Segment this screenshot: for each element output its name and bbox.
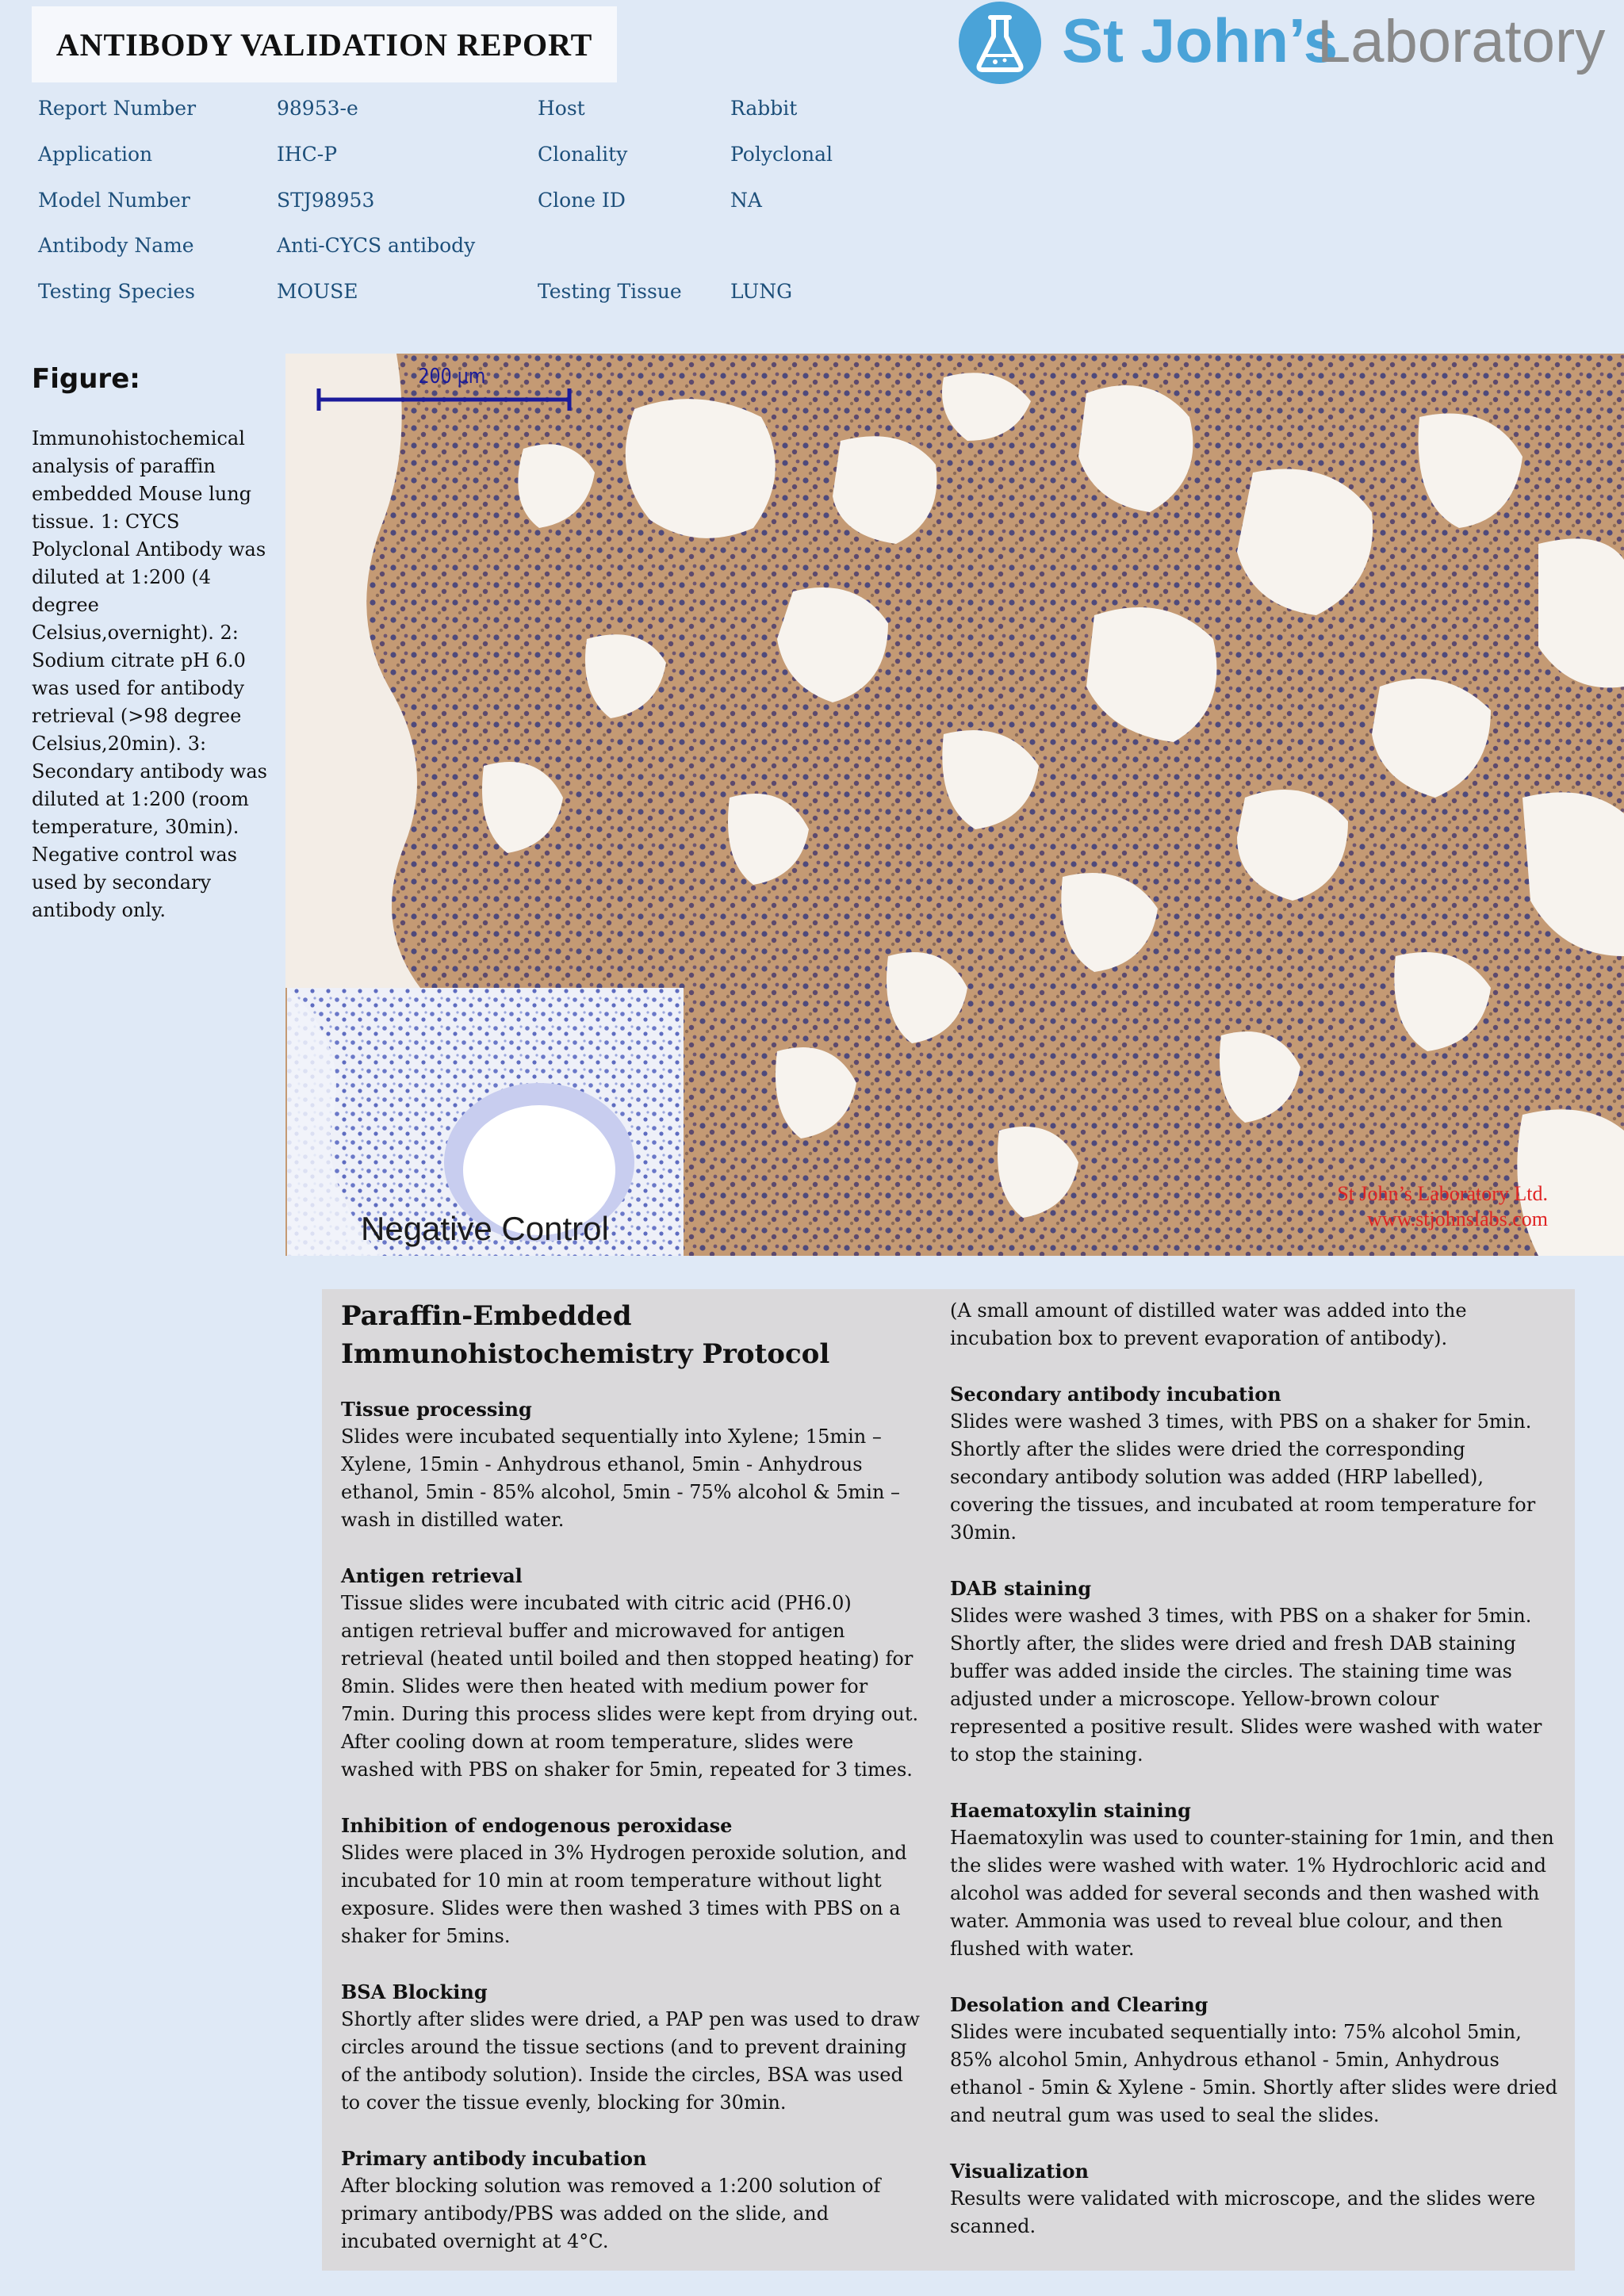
clonality-value: Polyclonal bbox=[730, 143, 833, 166]
application-label: Application bbox=[38, 143, 153, 166]
section-heading: Secondary antibody incubation bbox=[950, 1383, 1281, 1406]
figure-label: Figure: bbox=[32, 363, 140, 395]
model-number-label: Model Number bbox=[38, 189, 190, 212]
section-body: Haematoxylin was used to counter-staining for 1min, and then the slides were washed with water. 1% Hydrochloric acid and alcohol was added for several seconds and then washed with water. Ammonia was used to reveal blue colour, and then flushed with water. bbox=[950, 1827, 1554, 1960]
section-body: Results were validated with microscope, and the slides were scanned. bbox=[950, 2187, 1536, 2237]
figure-caption: Immunohistochemical analysis of paraffin embedded Mouse lung tissue. 1: CYCS Polyclonal Antibody was diluted at 1:200 (4 degree Celsius,overnight). 2: Sodium citrate pH 6.0 was used for antibody retrieval (>98 degree Celsius,20min). 3: Secondary antibody was diluted at 1:200 (room temperature, 30min). Negative control was used by secondary antibody only. bbox=[32, 427, 267, 921]
ihc-micrograph bbox=[285, 354, 1624, 1256]
micrograph-tissue bbox=[285, 354, 1624, 1256]
testing-species-value: MOUSE bbox=[277, 280, 358, 303]
protocol-section bbox=[341, 2145, 925, 2256]
testing-tissue-label: Testing Tissue bbox=[538, 280, 682, 303]
image-watermark bbox=[1337, 1181, 1548, 1232]
section-heading: DAB staining bbox=[950, 1577, 1092, 1600]
section-body: Tissue slides were incubated with citric acid (PH6.0) antigen retrieval buffer and microwaved for antigen retrieval (heated until boiled and then stopped heating) for 8min. Slides were then heated with medium power for 7min. During this process slides were kept from drying out. After cooling down at room temperature, slides were washed with PBS on shaker for 5min, repeated for 3 times. bbox=[341, 1592, 919, 1781]
testing-tissue-value: LUNG bbox=[730, 280, 793, 303]
application-value: IHC-P bbox=[277, 143, 338, 166]
report-number-label: Report Number bbox=[38, 97, 197, 120]
protocol-left-column bbox=[341, 1297, 925, 2283]
host-value: Rabbit bbox=[730, 97, 798, 120]
watermark-website: www.stjohnslabs.com bbox=[1367, 1207, 1548, 1230]
section-heading: BSA Blocking bbox=[341, 1980, 488, 2003]
antibody-name-value: Anti-CYCS antibody bbox=[277, 234, 476, 257]
scale-bar-label: 200 μm bbox=[418, 365, 486, 388]
section-body: Slides were washed 3 times, with PBS on a shaker for 5min. Shortly after the slides were dried the corresponding secondary antibody solution was added (HRP labelled), covering the tissues, and incubated at room temperature for 30min. bbox=[950, 1410, 1536, 1544]
clone-id-label: Clone ID bbox=[538, 189, 626, 212]
section-body: Slides were washed 3 times, with PBS on a shaker for 5min. Shortly after, the slides were dried and fresh DAB staining buffer was added inside the circles. The staining time was adjusted under a microscope. Yellow-brown colour represented a positive result. Slides were washed with water to stop the staining. bbox=[950, 1605, 1542, 1766]
logo-text-laboratory: Laboratory bbox=[1317, 8, 1606, 75]
section-heading: Desolation and Clearing bbox=[950, 1993, 1208, 2016]
protocol-section bbox=[950, 1380, 1561, 1547]
section-heading: Inhibition of endogenous peroxidase bbox=[341, 1814, 733, 1837]
protocol-section bbox=[950, 1991, 1561, 2130]
section-body: Slides were placed in 3% Hydrogen peroxide solution, and incubated for 10 min at room temperature without light exposure. Slides were then washed 3 times with PBS on a shaker for 5mins. bbox=[341, 1842, 907, 1947]
section-heading: Visualization bbox=[950, 2160, 1089, 2183]
clonality-label: Clonality bbox=[538, 143, 628, 166]
watermark-company: St John’s Laboratory Ltd. bbox=[1337, 1182, 1548, 1205]
section-heading: Haematoxylin staining bbox=[950, 1799, 1191, 1822]
protocol-section bbox=[341, 1978, 925, 2117]
host-label: Host bbox=[538, 97, 585, 120]
report-number-value: 98953-e bbox=[277, 97, 358, 120]
logo-text-brand: St John’s bbox=[1062, 6, 1339, 75]
protocol-title: Paraffin-Embedded Immunohistochemistry Protocol bbox=[341, 1300, 830, 1370]
protocol-section bbox=[950, 1575, 1561, 1769]
testing-species-label: Testing Species bbox=[38, 280, 195, 303]
clone-id-value: NA bbox=[730, 189, 762, 212]
protocol-section bbox=[341, 1562, 925, 1784]
negative-control-label: Negative Control bbox=[361, 1210, 609, 1247]
section-body: Shortly after slides were dried, a PAP pen was used to draw circles around the tissue sections (and to prevent draining of the antibody solution). Inside the circles, BSA was used to cover the tissue evenly, blocking for 30min. bbox=[341, 2008, 920, 2114]
antibody-name-label: Antibody Name bbox=[38, 234, 194, 257]
protocol-section bbox=[950, 2157, 1561, 2241]
section-heading: Tissue processing bbox=[341, 1398, 532, 1421]
section-heading: Primary antibody incubation bbox=[341, 2147, 647, 2170]
protocol-panel bbox=[322, 1289, 1575, 2271]
report-title-box bbox=[32, 6, 617, 82]
section-body: Slides were incubated sequentially into Xylene; 15min – Xylene, 15min - Anhydrous ethanol, 5min - Anhydrous ethanol, 5min - 85% alcohol, 5min - 75% alcohol & 5min – wash in distilled water. bbox=[341, 1425, 901, 1531]
section-heading: Antigen retrieval bbox=[341, 1564, 523, 1587]
protocol-section bbox=[341, 1812, 925, 1950]
report-title: ANTIBODY VALIDATION REPORT bbox=[56, 26, 593, 63]
section-body: Slides were incubated sequentially into: 75% alcohol 5min, 85% alcohol 5min, Anhydrous ethanol - 5min, Anhydrous ethanol - 5min & Xylene - 5min. Shortly after slides were dried and neutral gum was used to seal the slides. bbox=[950, 2021, 1558, 2126]
section-body: After blocking solution was removed a 1:200 solution of primary antibody/PBS was added on the slide, and incubated overnight at 4°C. bbox=[341, 2175, 881, 2252]
protocol-intro: (A small amount of distilled water was added into the incubation box to prevent evaporation of antibody). bbox=[950, 1299, 1467, 1349]
st-johns-logo bbox=[956, 0, 1614, 89]
protocol-right-column bbox=[950, 1297, 1561, 2268]
model-number-value: STJ98953 bbox=[277, 189, 375, 212]
protocol-section bbox=[950, 1797, 1561, 1963]
protocol-section bbox=[341, 1395, 925, 1534]
